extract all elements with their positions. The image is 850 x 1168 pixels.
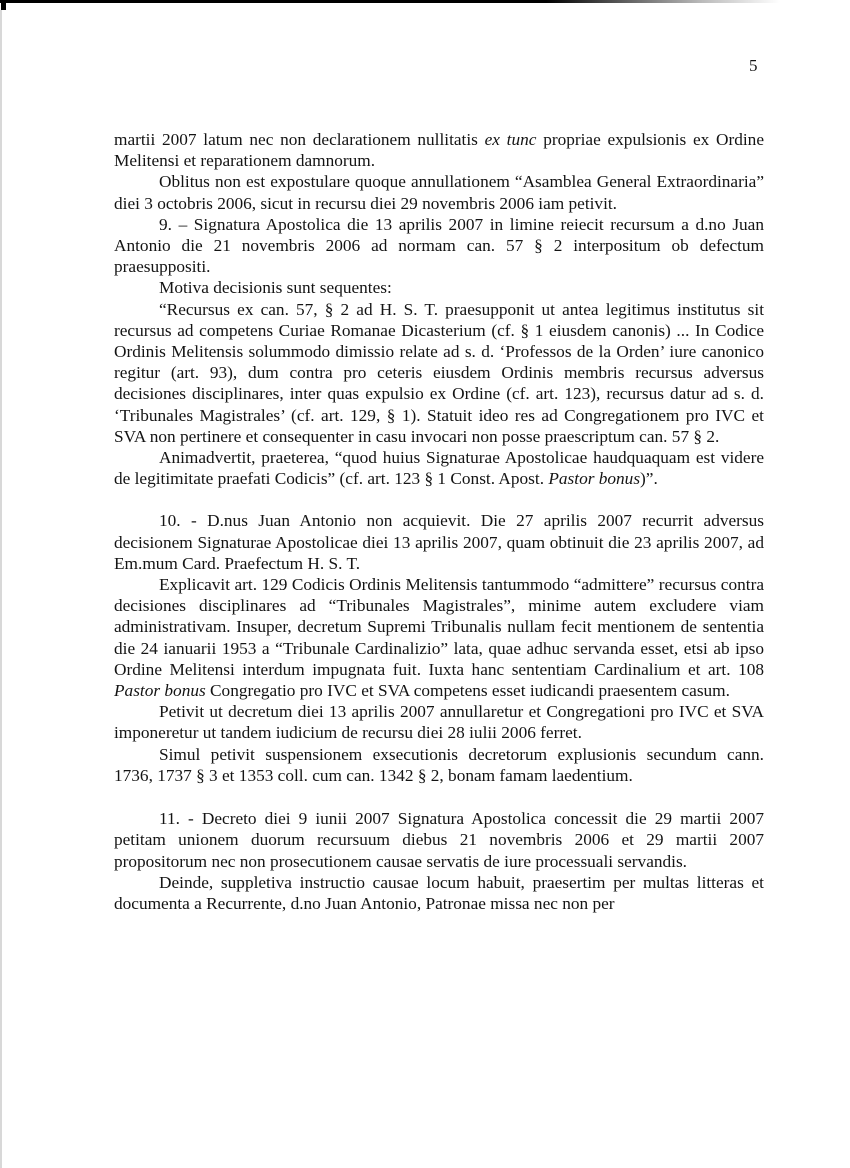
document-body	[114, 129, 764, 914]
paragraph: Petivit ut decretum diei 13 aprilis 2007 annullaretur et Congregationi pro IVC et SVA imponeretur ut tandem iudicium de recursu diei 28 iulii 2006 ferret.	[114, 702, 764, 743]
paragraph: Motiva decisionis sunt sequentes:	[159, 278, 392, 298]
scan-corner-mark	[1, 0, 6, 10]
italic-title: Pastor bonus	[114, 681, 206, 701]
page-number: 5	[749, 56, 758, 75]
paragraph: Explicavit art. 129 Codicis Ordinis Melitensis tantummodo “admittere” recursus contra decisiones disciplinares ad “Tribunales Magistrales”, minime autem excludere viam administrativam. Insuper, decretum Supremi Tribunalis nullam fecit mentionem de sententia die 24 ianuarii 1953 a “Tribunale Cardinalizio” lata, quae adhuc servanda esset, etsi ab ipso Ordine Melitensi interdum impugnata fuit. Iuxta hanc sententiam Cardinalium et art. 108 Pastor bonus Congregatio pro IVC et SVA competens esset iudicandi praesentem casum.	[114, 575, 764, 701]
scan-left-edge	[0, 10, 2, 1168]
paragraph: Simul petivit suspensionem exsecutionis decretorum explusionis secundum cann. 1736, 1737 § 3 et 1353 coll. cum can. 1342 § 2, bonam famam laedentium.	[114, 744, 764, 785]
quoted-paragraph: “Recursus ex can. 57, § 2 ad H. S. T. praesupponit ut antea legitimus institutus sit recursus ad competens Curiae Romanae Dicasterium (cf. § 1 eiusdem canonis) ... In Codice Ordinis Melitensis solummodo dimissio relate ad s. d. ‘Professos de la Orden’ iure canonico regitur (art. 93), dum contra pro ceteris eiusdem Ordinis membris recursus adversus decisiones disciplinares, inter quas expulsio ex Ordine (cf. art. 123), recursus datur ad s. d. ‘Tribunales Magistrales’ (cf. art. 129, § 1). Statuit ideo res ad Congregationem pro IVC et SVA non pertinere et consequenter in casu invocari non posse praescriptum can. 57 § 2.	[114, 299, 764, 446]
paragraph: Oblitus non est expostulare quoque annullationem “Asamblea General Extraordinaria” diei 3 octobris 2006, sicut in recursu diei 29 novembris 2006 iam petivit.	[114, 172, 764, 213]
scan-top-border	[0, 0, 780, 3]
italic-title: Pastor bonus	[548, 469, 641, 489]
italic-term: ex tunc	[484, 130, 537, 149]
paragraph-continuation: martii 2007 latum nec non declarationem nullitatis ex tunc propriae expulsionis ex Ordine Melitensi et reparationem damnorum.	[114, 130, 764, 171]
paragraph: Animadvertit, praeterea, “quod huius Signaturae Apostolicae haudquaquam est videre de legitimitate praefati Codicis” (cf. art. 123 § 1 Const. Apost. Pastor bonus)”.	[114, 448, 764, 489]
paragraph: Deinde, suppletiva instructio causae locum habuit, praesertim per multas litteras et documenta a Recurrente, d.no Juan Antonio, Patronae missa nec non per	[114, 872, 764, 913]
numbered-paragraph-9: 9. – Signatura Apostolica die 13 aprilis 2007 in limine reiecit recursum a d.no Juan Antonio die 21 novembris 2006 ad normam can. 57 § 2 interpositum ob defectum praesuppositi.	[114, 214, 764, 277]
numbered-paragraph-10: 10. - D.nus Juan Antonio non acquievit. Die 27 aprilis 2007 recurrit adversus decisionem Signaturae Apostolicae diei 13 aprilis 2007, quam obtinuit die 23 aprilis 2007, ad Em.mum Card. Praefectum H. S. T.	[114, 511, 764, 573]
numbered-paragraph-11: 11. - Decreto diei 9 iunii 2007 Signatura Apostolica concessit die 29 martii 2007 petitam unionem duorum recursuum diebus 21 novembris 2006 et 29 martii 2007 propositorum nec non prosecutionem causae servatis de iure processuali servandis.	[114, 809, 764, 871]
